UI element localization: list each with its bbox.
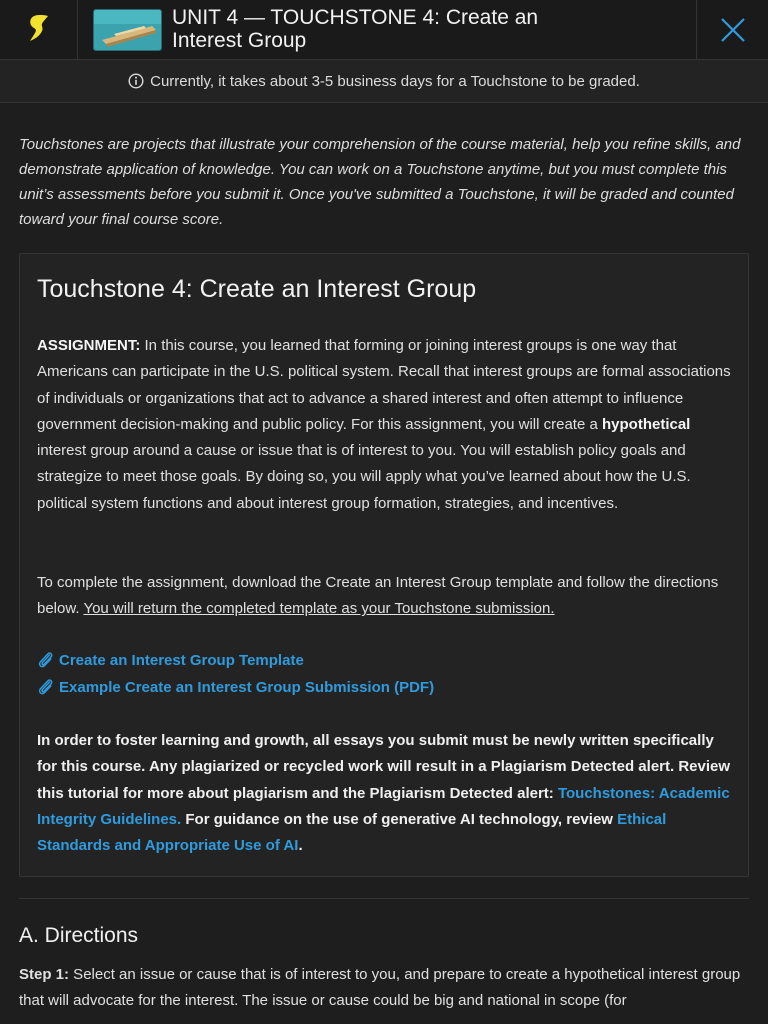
title-line-1: UNIT 4 — TOUCHSTONE 4: Create an — [172, 6, 539, 29]
sophia-logo-icon — [26, 13, 52, 47]
ethical-ai-link[interactable]: Ethical Standards and Appropriate Use of AI — [37, 810, 667, 855]
step-1-label: Step 1: — [19, 966, 70, 983]
assignment-card — [19, 253, 749, 877]
card-title: Touchstone 4: Create an Interest Group — [37, 275, 477, 303]
assignment-label: ASSIGNMENT: — [37, 337, 141, 354]
grading-notice-text: Currently, it takes about 3-5 business days for a Touchstone to be graded. — [150, 72, 640, 90]
title-line-2: Interest Group — [172, 29, 307, 52]
assignment-paragraph — [37, 333, 737, 517]
step-1-paragraph — [19, 962, 749, 1014]
integrity-text-3: . — [298, 837, 303, 855]
info-icon — [128, 73, 144, 89]
logo-button[interactable] — [0, 0, 78, 60]
integrity-text-1: In order to foster learning and growth, all essays you submit must be newly written specifically for this course. Any plagiarized or recycled work will result in a Plagiarism Detected alert. Review this tutorial for more about plagiarism and the Plagiarism Detected alert: — [37, 732, 731, 802]
step-1-text: Select an issue or cause that is of interest to you, and prepare to create a hypothetical interest group that will advocate for the interest. The issue or cause could be big and national in scope (for — [19, 966, 741, 1009]
integrity-text-2: For guidance on the use of generative AI technology, review — [181, 810, 618, 828]
unit-thumbnail — [93, 9, 162, 51]
academic-integrity-link[interactable]: Touchstones: Academic Integrity Guidelines. — [37, 784, 730, 828]
example-submission-link-label[interactable]: Example Create an Interest Group Submission (PDF) — [59, 678, 435, 696]
template-link[interactable] — [37, 648, 537, 672]
paperclip-icon — [37, 677, 55, 697]
submission-note: You will return the completed template as your Touchstone submission. — [83, 600, 555, 618]
touchstone-intro: Touchstones are projects that illustrate your comprehension of the course material, help you refine skills, and demonstrate application of knowledge. You can work on a Touchstone anytime, but you must complete this unit’s assessments before you submit it. Once you've submitted a Touchstone, it will be graded and counted toward your final course score. — [19, 136, 741, 228]
complete-paragraph — [37, 570, 737, 623]
hypothetical-word: hypothetical — [602, 415, 691, 433]
header — [0, 0, 768, 60]
section-divider — [19, 898, 749, 899]
complete-text: To complete the assignment, download the Create an Interest Group template and follow the directions below. — [37, 574, 719, 618]
grading-notice — [0, 60, 768, 103]
assignment-text-2: interest group around a cause or issue that is of interest to you. You will establish policy goals and strategize to meet those goals. By doing so, you will apply what you’ve learned about how the U.S. political system functions and about interest group formation, strategies, and incentives. — [37, 442, 691, 512]
integrity-paragraph — [37, 728, 737, 859]
close-button[interactable] — [696, 0, 768, 60]
page-title — [172, 6, 612, 52]
directions-heading: A. Directions — [19, 924, 139, 947]
close-icon — [720, 17, 746, 43]
assignment-text-1: In this course, you learned that forming or joining interest groups is one way that Americans can participate in the U.S. political system. Recall that interest groups are formal associations of individuals or organizations that act to advance a shared interest and often attempt to influence government decision-making and public policy. For this assignment, you will create a — [37, 337, 731, 433]
template-link-label[interactable]: Create an Interest Group Template — [59, 651, 304, 669]
paperclip-icon — [37, 650, 55, 670]
example-submission-link[interactable] — [37, 675, 537, 699]
